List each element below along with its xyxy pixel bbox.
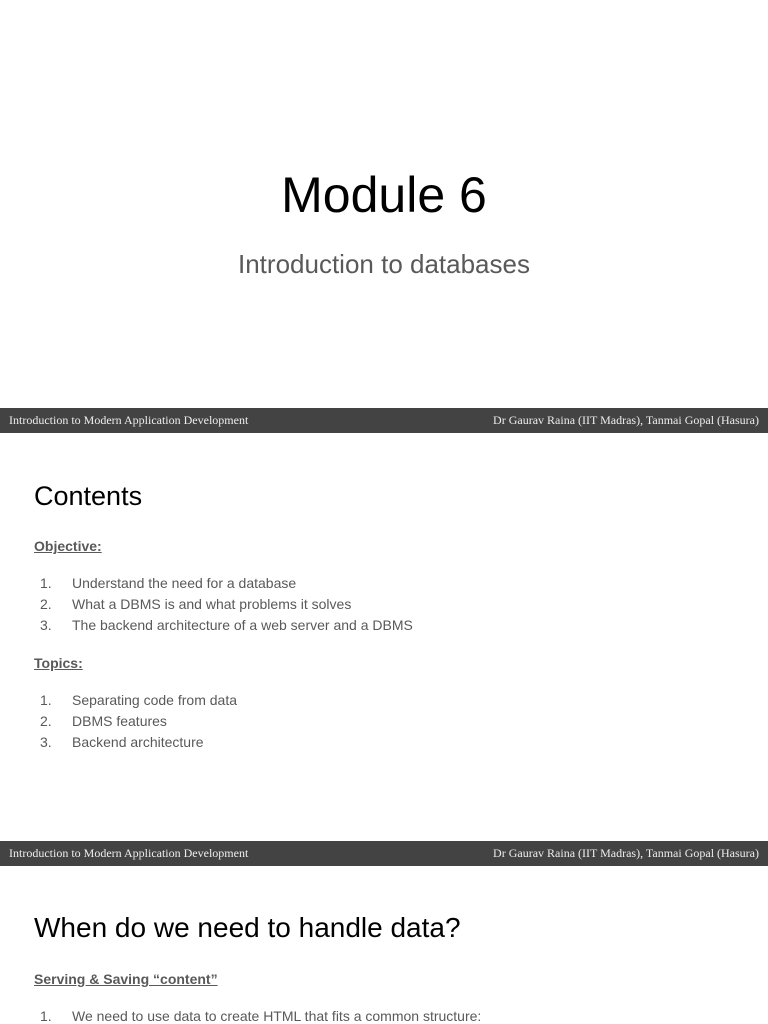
- footer-authors: Dr Gaurav Raina (IIT Madras), Tanmai Gopal (Hasura): [493, 413, 759, 427]
- list-text: Separating code from data: [72, 692, 237, 708]
- list-text: Understand the need for a database: [72, 575, 297, 591]
- footer-course-title: Introduction to Modern Application Development: [9, 413, 249, 427]
- list-text: The backend architecture of a web server and a DBMS: [72, 617, 413, 633]
- list-number: 1.: [40, 692, 52, 708]
- footer-course-title: Introduction to Modern Application Development: [9, 846, 249, 860]
- title-slide: [0, 0, 768, 408]
- serving-saving-label: Serving & Saving “content”: [34, 971, 218, 987]
- list-number: 3.: [40, 617, 52, 633]
- list-text: Backend architecture: [72, 734, 204, 750]
- footer-authors: Dr Gaurav Raina (IIT Madras), Tanmai Gopal (Hasura): [493, 846, 759, 860]
- list-number: 1.: [40, 575, 52, 591]
- topics-label: Topics:: [34, 655, 83, 671]
- list-number: 3.: [40, 734, 52, 750]
- list-text: We need to use data to create HTML that fits a common structure:: [72, 1008, 482, 1024]
- list-number: 2.: [40, 596, 52, 612]
- slide-heading: When do we need to handle data?: [34, 912, 461, 943]
- list-number: 2.: [40, 713, 52, 729]
- module-subtitle: Introduction to databases: [238, 249, 530, 279]
- module-title: Module 6: [281, 167, 487, 223]
- list-text: What a DBMS is and what problems it solves: [72, 596, 352, 612]
- data-handling-slide: [0, 866, 768, 1024]
- objective-label: Objective:: [34, 538, 102, 554]
- contents-heading: Contents: [34, 481, 143, 511]
- list-text: DBMS features: [72, 713, 167, 729]
- slide-footer: [0, 408, 768, 433]
- list-number: 1.: [40, 1008, 52, 1024]
- contents-slide: [0, 433, 768, 841]
- slide-footer: [0, 841, 768, 866]
